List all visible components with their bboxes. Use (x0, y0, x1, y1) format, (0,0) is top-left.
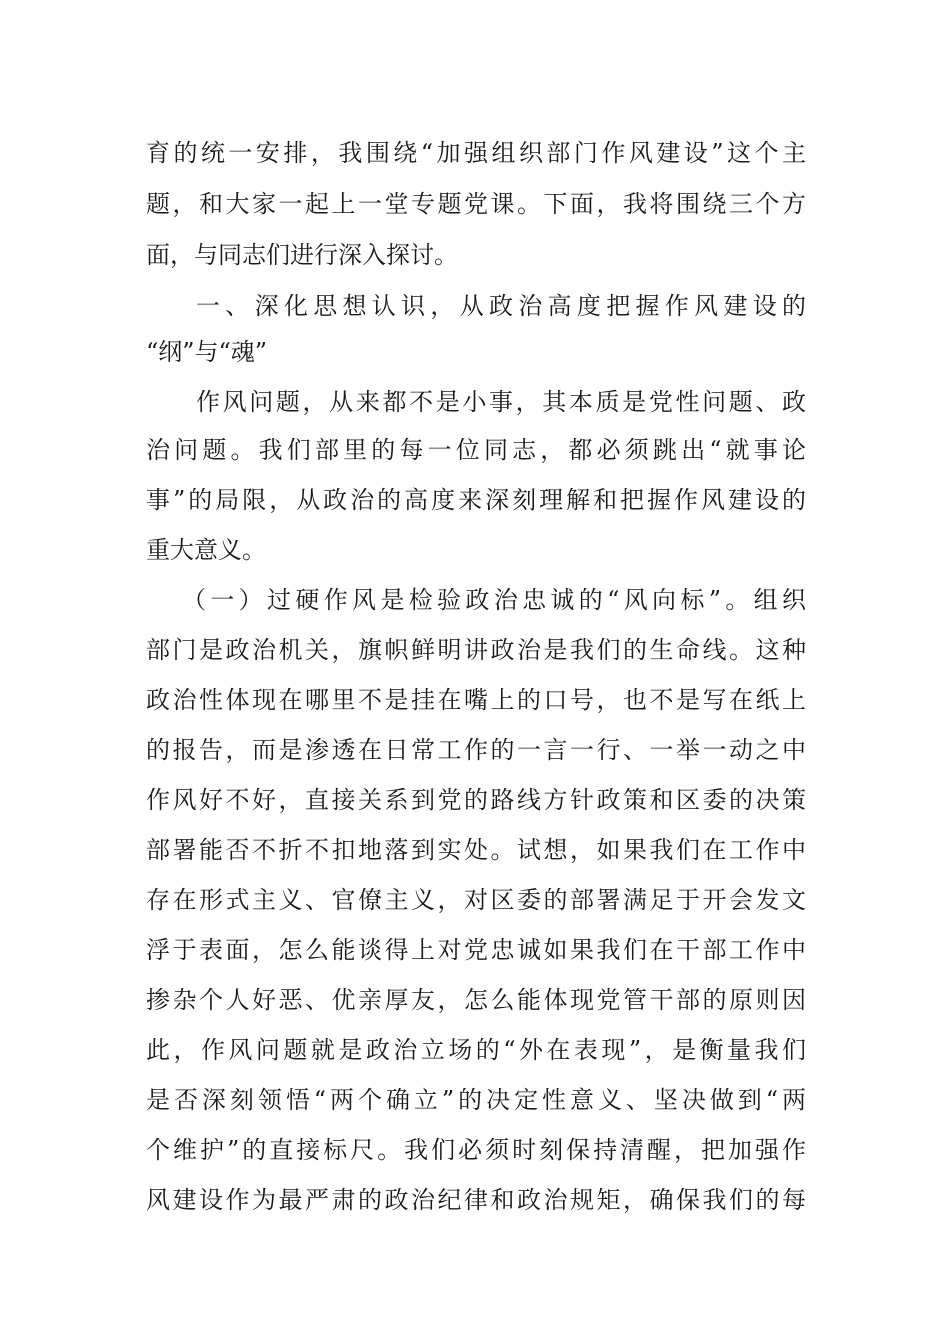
body-text-line: 作风问题，从来都不是小事，其本质是党性问题、政 (196, 388, 806, 416)
body-text-line: 重大意义。 (146, 536, 266, 564)
body-text-line: 浮于表面，怎么能谈得上对党忠诚如果我们在干部工作中 (146, 936, 806, 964)
body-text-line: 部署能否不折不扣地落到实处。试想，如果我们在工作中 (146, 836, 806, 864)
body-text-line: 政治性体现在哪里不是挂在嘴上的口号，也不是写在纸上 (146, 686, 806, 714)
body-text-line: 面，与同志们进行深入探讨。 (146, 241, 458, 269)
body-text-line: 是否深刻领悟“两个确立”的决定性意义、坚决做到“两 (146, 1086, 806, 1114)
section-heading-line: 一、深化思想认识，从政治高度把握作风建设的 (196, 292, 806, 320)
body-text-line: 风建设作为最严肃的政治纪律和政治规矩，确保我们的每 (146, 1186, 806, 1214)
body-text-line: 掺杂个人好恶、优亲厚友，怎么能体现党管干部的原则因 (146, 986, 806, 1014)
body-text-line: 题，和大家一起上一堂专题党课。下面，我将围绕三个方 (146, 190, 806, 218)
body-text-line: 个维护”的直接标尺。我们必须时刻保持清醒，把加强作 (146, 1136, 806, 1164)
section-heading-line: “纲”与“魂” (146, 338, 268, 366)
body-text-line: 治问题。我们部里的每一位同志，都必须跳出“就事论 (146, 436, 806, 464)
body-text-line: 的报告，而是渗透在日常工作的一言一行、一举一动之中 (146, 736, 806, 764)
body-text-line: 此，作风问题就是政治立场的“外在表现”，是衡量我们 (146, 1036, 806, 1064)
body-text-line: 事”的局限，从政治的高度来深刻理解和把握作风建设的 (146, 486, 806, 514)
subsection-heading-line: （一）过硬作风是检验政治忠诚的“风向标”。组织 (182, 586, 806, 614)
body-text-line: 部门是政治机关，旗帜鲜明讲政治是我们的生命线。这种 (146, 636, 806, 664)
body-text-line: 存在形式主义、官僚主义，对区委的部署满足于开会发文 (146, 886, 806, 914)
body-text-line: 育的统一安排，我围绕“加强组织部门作风建设”这个主 (146, 139, 806, 167)
body-text-line: 作风好不好，直接关系到党的路线方针政策和区委的决策 (146, 786, 806, 814)
